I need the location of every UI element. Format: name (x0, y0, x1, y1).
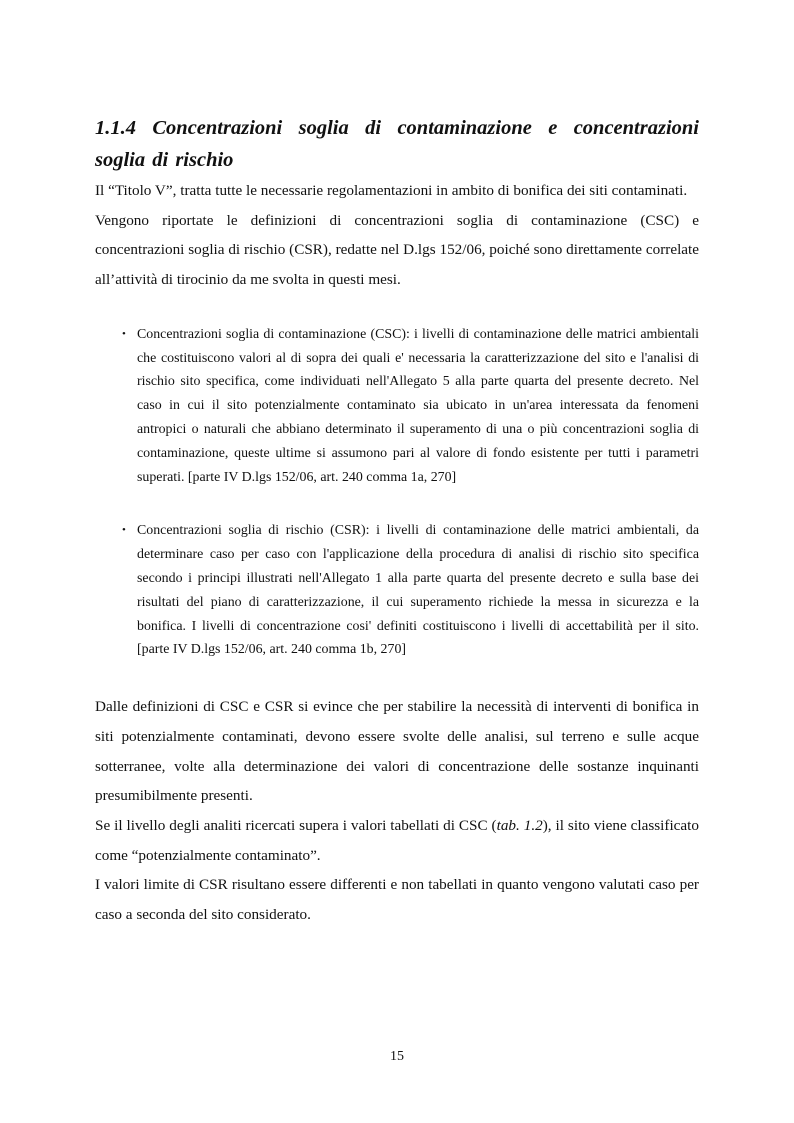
definition-text: Concentrazioni soglia di rischio (CSR): i livelli di contaminazione delle matrici ambientali, da determinare caso per caso con l'applicazione della procedura di analisi di rischio sito specifica secondo i principi illustrati nell'Allegato 1 alla parte quarta del presente decreto e sulla base dei risultati del piano di caratterizzazione, il cui superamento richiede la messa in sicurezza e la bonifica. I livelli di concentrazione cosi' definiti costituiscono i livelli di accettabilità per il sito. [parte IV D.lgs 152/06, art. 240 comma 1b, 270] (137, 523, 699, 658)
bullet-icon: • (122, 524, 126, 537)
conclusion-paragraph-3: I valori limite di CSR risultano essere differenti e non tabellati in quanto vengono valutati caso per caso a seconda del sito considerato. (95, 876, 699, 924)
section-title: 1.1.4 Concentrazioni soglia di contaminazione e concentrazioni soglia di rischio (95, 117, 699, 171)
intro-paragraph-1: Il “Titolo V”, tratta tutte le necessarie regolamentazioni in ambito di bonifica dei siti contaminati. (95, 182, 688, 199)
bullet-icon: • (122, 327, 126, 340)
conclusion-block (95, 692, 699, 930)
page-number: 15 (390, 1049, 404, 1064)
table-reference: tab. 1.2 (496, 816, 543, 834)
definition-csr (122, 519, 699, 662)
conclusion-paragraph-2 (95, 811, 699, 870)
document-page (95, 112, 699, 930)
definitions-list (95, 323, 699, 662)
conclusion-text-start: Se il livello degli analiti ricercati supera i valori tabellati di CSC ( (95, 816, 497, 834)
conclusion-paragraph-1: Dalle definizioni di CSC e CSR si evince che per stabilire la necessità di interventi di bonifica in siti potenzialmente contaminati, devono essere svolte delle analisi, sul terreno e sulle acque sotterranee, volte alla determinazione dei valori di concentrazione delle sostanze inquinanti presumibilmente presenti. (95, 698, 699, 805)
definition-text: Concentrazioni soglia di contaminazione (CSC): i livelli di contaminazione delle matrici ambientali che costituiscono valori al di sopra dei quali e' necessaria la caratterizzazione del sito e l'analisi di rischio sito specifica, come individuati nell'Allegato 5 alla parte quarta del presente decreto. Nel caso in cui il sito potenzialmente contaminato sia ubicato in un'area interessata da fenomeni antropici o naturali che abbiano determinato il superamento di una o più concentrazioni soglia di contaminazione, queste ultime si assumono pari al valore di fondo esistente per tutti i parametri superati. [parte IV D.lgs 152/06, art. 240 comma 1a, 270] (137, 326, 699, 485)
intro-paragraph-2: Vengono riportate le definizioni di concentrazioni soglia di contaminazione (CSC) e concentrazioni soglia di rischio (CSR), redatte nel D.lgs 152/06, poiché sono direttamente correlate all’attività di tirocinio da me svolta in questi mesi. (95, 211, 699, 289)
definition-csc (122, 323, 699, 490)
conclusion-text-end: ), il sito viene classificato come “potenzialmente contaminato”. (95, 816, 699, 864)
